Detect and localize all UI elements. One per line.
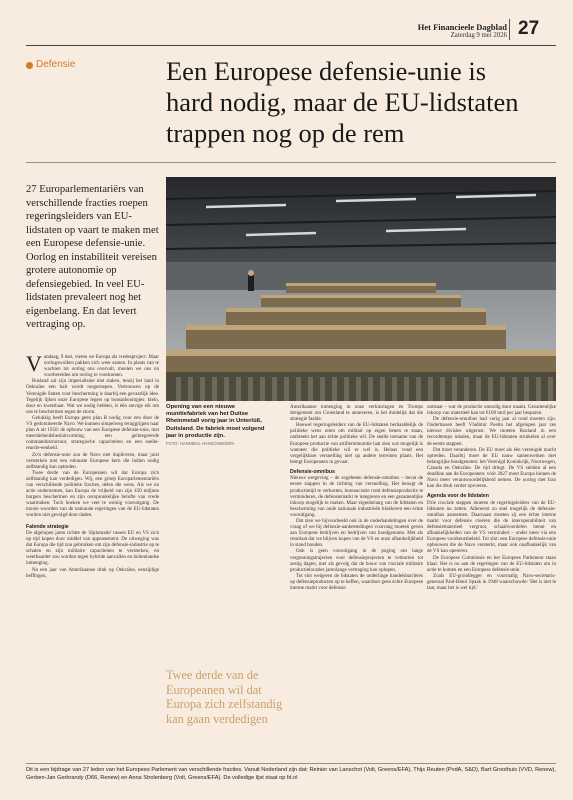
page-number: 27 [518,18,540,39]
photo-caption: Opening van een nieuwe munitiefabriek van het Duitse Rheinmetall vorig jaar in Unterlüß, Duitsland. De fabriek moet volgend jaar in productie zijn. [166,404,265,439]
paragraph: De afgelopen jaren richtte de 'diplomatie' tussen EU en VS zich op tijd kopen door middel van appeasement. De uitweging was dat Europa die tijd zou gebruiken om zijn defensie-industrie op te schalen en zijn militaire capaciteiten te versterken, en weerbaarder zou worden tegen hybride aanvallen en buitenlandse inmenging. [26,529,159,567]
lead-text: andaag, 9 mei, vieren we Europa als vredesproject. Maar oorlogswolken pakken zich weer samen. In plaats van te wachten tot oorlog ons overvalt, moeten we ons nú voorbereiden om oorlog te voorkomen. [43,354,159,379]
paragraph: Dat moet veranderen. De EU moet als één verenigde macht optreden. Daarbij moet de EU nauw samenwerken met belangrijke bondgenoten: het Verenigd Koninkrijk, Noorwegen, Canada en Oekraïne. De tijd dringt. De VS stelden al een deadline aan de Europeanen: vóór 2027 moet Europa binnen de Navo meer verantwoordelijkheid nemen. De oorlog met Iran kan die druk verder opvoeren. [427,446,556,490]
article-column-2 [290,404,423,591]
lead-paragraph [26,351,159,379]
dropcap: V [26,351,42,376]
subhead: Defensie-omnibus [290,468,335,475]
subhead: Agenda voor de lidstaten [427,493,489,500]
paragraph: De Europese Commissie en het Europees Parlement staan klaar. Het is nu aan de regeringen van de EU-lidstaten om in actie te komen en een Europese defensie-unie. [427,554,556,573]
paragraph: Zoals EU-grondlegger en voormalig Navo-secretaris-generaal Paul-Henri Spaak in 1948 waarschuwde: 'Het is niet te laat, maar het is wel tijd.' [427,572,556,592]
paragraph: Tot slot weigeren de lidstaten de onderlinge handelsbarrières op defensieproducten op te heffen, waardoor geen échte Europese interne markt voor defensie [290,572,423,592]
paragraph: Nieuwe wetgeving – de zogeheten defensie-omnibus – bevat de eerste stappen in de richting van versnelling. Het beoogt de productietijd te verkorten, bureaucratie rond defensieproductie te verminderen, de defensiemarkt te integreren en een gezamenlijke inkoop mogelijk te maken. Maar eigenbelang van de lidstaten en bescherming van oude nationale industrieën blokkeren een échte vooruitgang. [290,475,423,518]
paragraph: Amerikaanse inmenging in onze verkiezingen en Trumps dreigement om Groenland te annexeren, is het duidelijk dat die strategie faalde. [290,404,423,423]
paragraph: Drie cruciale stappen moeten de regeringsleiders van de EU-lidstaten nu zetten. Allereerst zo snel mogelijk de defensie-omnibus aannemen. Daarnaast moeten zij een échte interne markt voor defensie creëren die de interoperabiliteit van defensiematerieel vergroot, schaalvoordelen benut en afhankelijkheden van de VS vermindert – onder meer via een Europees voorkeursbeleid. Tot slot: een Europese defensie-unie opbouwen die de Navo versterkt, maar ook onafhankelijk van de VS kan opereren. [427,499,556,555]
section-dot-icon [26,62,33,69]
top-rule [26,45,556,46]
headline-rule [26,162,556,163]
paragraph: Dat zien we bijvoorbeeld ook in de onderhandelingen over de vraag of we bij defensie-aanbestedingen voorrang moeten geven aan Europese bedrijven en bedrijven van bondgenoten. Met als resultaat dat we blijven kopen van de VS en onze afhankelijkheid in stand houden. [290,518,423,549]
headline: Een Europese defensie-unie is hard nodig, maar de EU-lidstaten trappen nog op de rem [166,56,519,148]
photo-credit: FOTO: HANNIBAL HANSCHKE/EPA [166,441,235,447]
photo-caption-block [166,404,276,447]
pull-quote: Twee derde van de Europeanen wil dat Europa zich zelfstandig kan gaan verdedigen [166,668,283,726]
subhead: Falende strategie [26,523,69,530]
intro-text: 27 Europarlementariërs van verschillende fracties roepen regeringsleiders van EU-lidstaten op vaart te maken met een Europese defensie-unie. Oorlog en instabiliteit vereisen grotere autonomie op defensiegebied. In veel EU-lidstaten prevaleert nog het eigenbelang. En dat levert vertraging op. [26,184,159,330]
issue-date: Zaterdag 9 mei 2026 [450,32,507,39]
paragraph: Rusland zal zijn imperialisme niet staken, tenzij het land in Oekraïne een halt wordt toegeroepen. Vertrouwen op de Verenigde Staten voor bescherming is daarbij een gevaarlijk idee. Tegelijk lijken onze Europese legers op bonsaiboompjes: klein, duur en kwetsbaar. Wat we nodig hebben, is één stevige eik om ons te beschermen tegen de storm. [26,378,159,415]
factory-photo [166,177,556,401]
paragraph: Ook is geen vooruitgang in de poging om lange vergunningstrajecten voor defensieprojecten te verkorten tot zestig dagen, met als gevolg dat de bouw van cruciale militaire productielocaties jarenlange vertraging kan oplopen. [290,548,423,573]
footer-note: Dit is een bijdrage van 27 leden van het Europees Parlement van verschillende fracties. Vanuit Nederland zijn dat: Reinier van Lanschot (Volt, Greens/EFA), Thijs Reuten (PvdA, S&D), Bart Groothuis (VVD, Renew), Gerben-Jan Gerbrandy (D66, Renew) en Anna Strolenberg (Volt, Greens/EFA). De volledige lijst staat op fd.nl [26,767,556,781]
publication-name: Het Financieele Dagblad [417,22,507,32]
section-label-text: Defensie [36,59,76,70]
article-column-1 [26,351,159,579]
masthead-divider [509,19,510,40]
munition-factory-image [166,177,556,401]
paragraph: Gelukkig heeft Europa geen plan B nodig voor een door de VS gedomineerde Navo. We kunnen simpelweg teruggrijpen naar plan A uit 1950: de opbouw van een Europese defensie-unie, met meerderheidsbesluitvorming, een geïntegreerde commandostructuur, strategische capaciteiten en een snelle-reactie-eenheid. [26,414,159,452]
paragraph: De defensie-omnibus had vorig jaar al rond moeten zijn. Ondertussen heeft Vladimir Poetin het afgelopen jaar zes nieuwe divisies uitgerust. We moeten Rusland in een recordtempo inhalen, maar de EU-lidstaten struikelen al over de eerste stappen. [427,416,556,447]
paragraph: ontstaat – wat de productie onnodig duur maakt. Gezamenlijke inkoop van materieel kan tot €100 mrd per jaar besparen. [427,404,556,417]
article-column-3 [427,404,556,591]
footer-rule [26,763,556,764]
paragraph: Twee derde van de Europeanen wil dat Europa zich zelfstandig kan verdedigen. Wij, een groep Europarlementariërs van verschillende politieke fracties, delen die wens. Als we nu actie ondernemen, kan Europa de vrijheid van zijn 450 miljoen burgers beschermen en zijn oorspronkelijke belofte van vrede waarmaken. Toch hoeken we veel te weinig vooruitgang. De mooie woorden van de nationale regeringen van de EU-lidstaten worden niet gevolgd door daden. [26,469,159,519]
masthead [0,0,573,44]
paragraph: Zo'n defensie-unie zou de Navo niet dupliceren, maar juist versterken met een robuuste Europese kern die indien nodig zelfstandig kan optreden. [26,451,159,470]
paragraph: Hoewel regeringsleiders van de EU-lidstaten herhaaldelijk de politieke wens uiten om militair op eigen benen te staan, ontbreekt het aan échte politieke wil. De snelle toename van de Europese productie van artilleriemunitie laat zien wat mogelijk is wanneer die politieke wil er wel is. Helaas vond een vergelijkbare versnelling niet op andere terreinen plaats. Het bemgt Europeanen in gevaar. [290,422,423,465]
paragraph: Na een jaar van Amerikaanse druk op Oekraïne, eenzijdige heffingen, [26,566,159,579]
